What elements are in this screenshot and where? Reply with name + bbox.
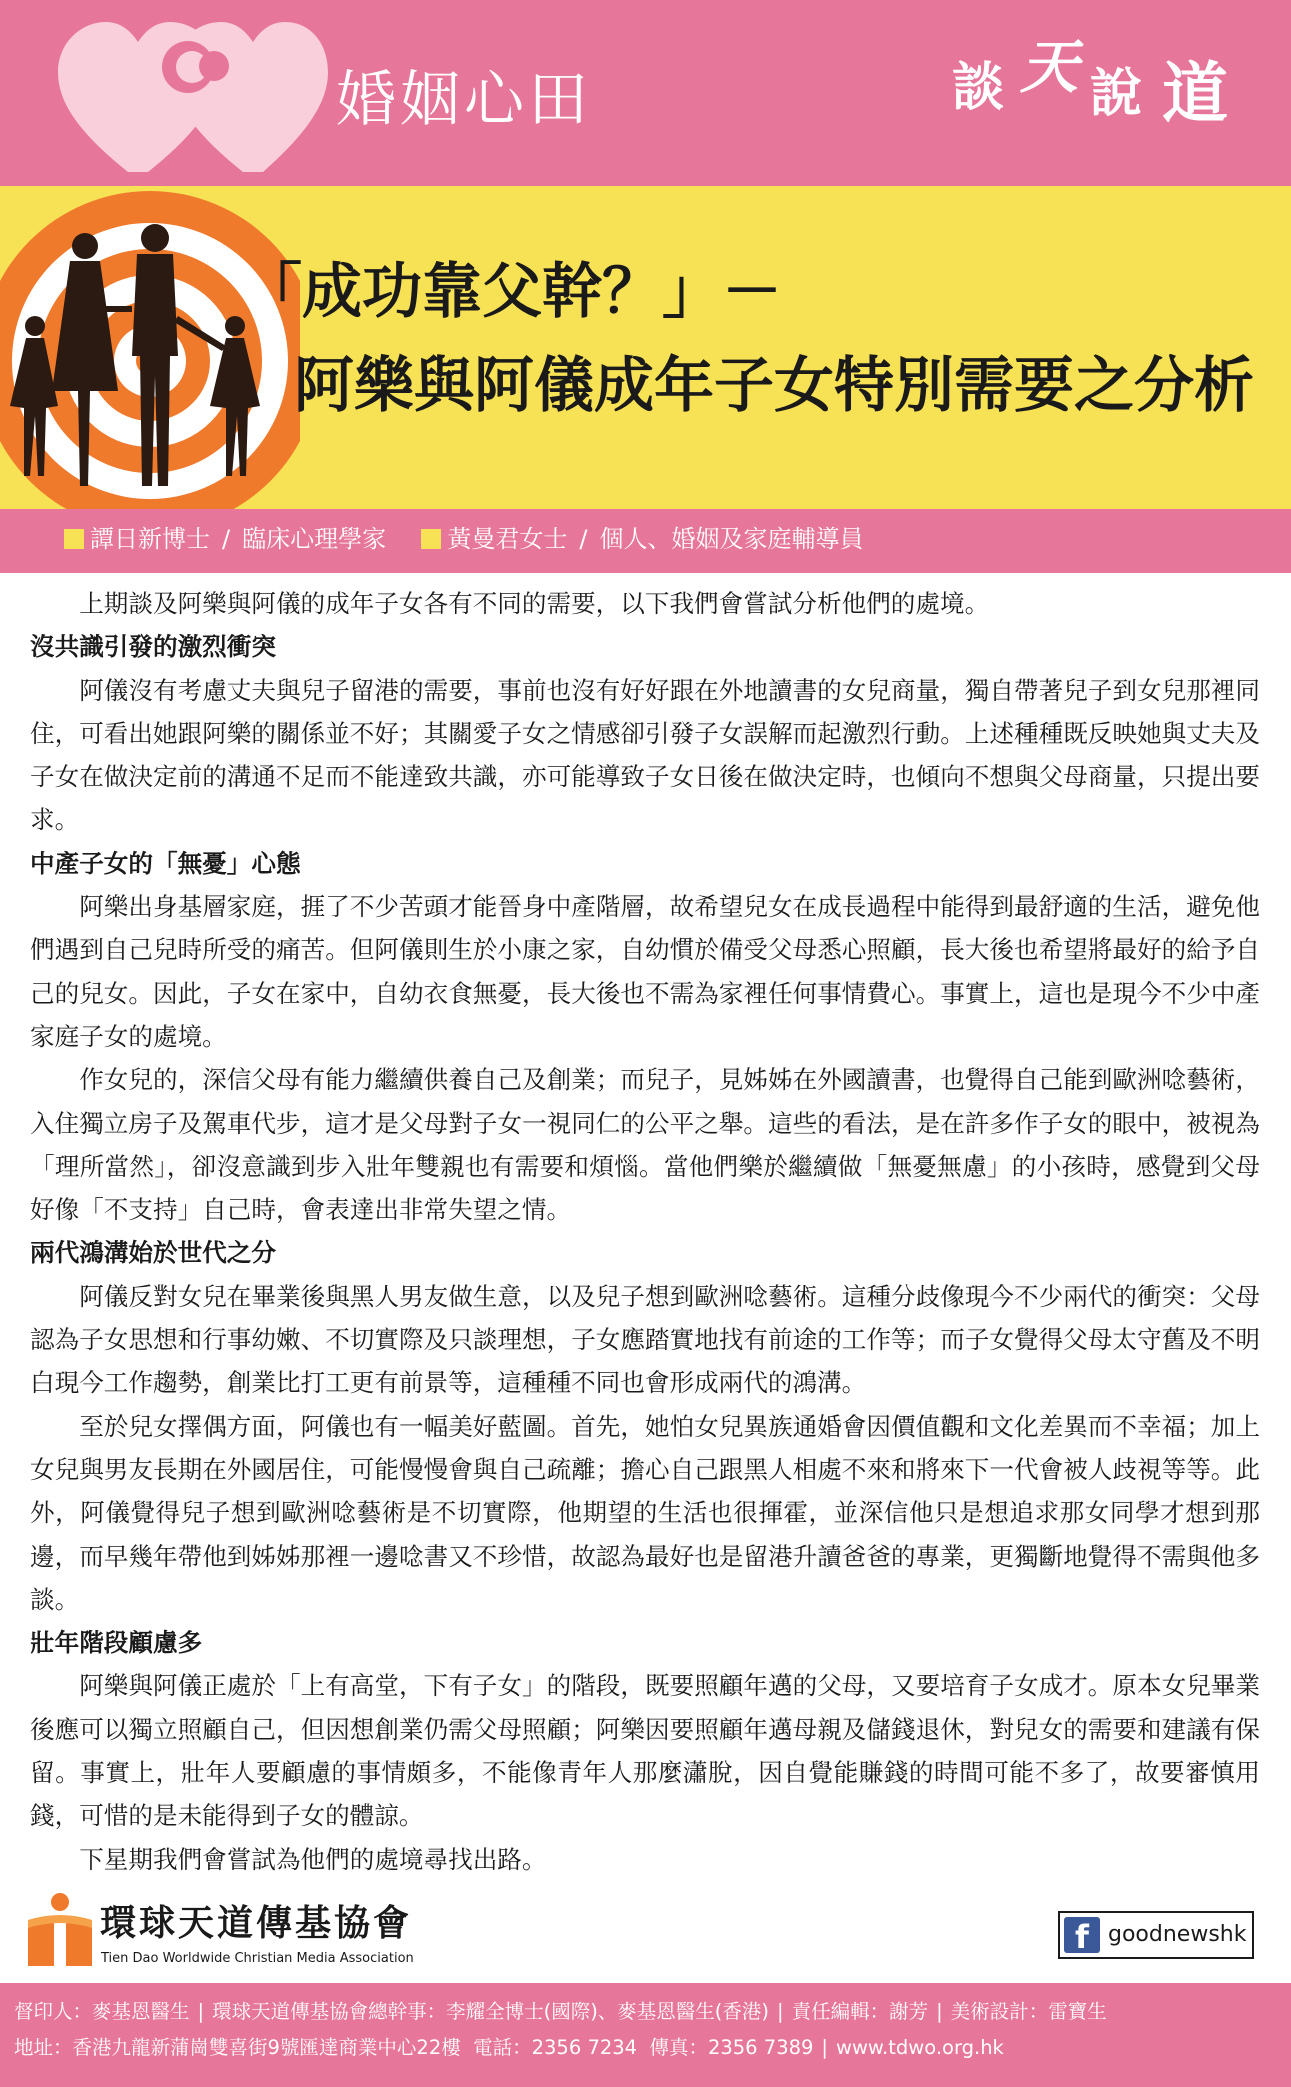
title-line-2: 阿樂與阿儀成年子女特別需要之分析 bbox=[294, 351, 1254, 421]
brand-mark bbox=[940, 28, 1260, 158]
author-2-name: 黃曼君女士 bbox=[447, 525, 568, 553]
paragraph: 至於兒女擇偶方面，阿儀也有一幅美好藍圖。首先，她怕女兒異族通婚會因價值觀和文化差異而不幸福；加上女兒與男友長期在外國居住，可能慢慢會與自己疏離；擔心自己跟黑人相處不來和將來下一代會被人歧視等等。此外，阿儀覺得兒子想到歐洲唸藝術是不切實際，他期望的生活也很揮霍，並深信他只是想追求那女同學才想到那邊，而早幾年帶他到姊姊那裡一邊唸書又不珍惜，故認為最好也是留港升讀爸爸的專業，更獨斷地覺得不需與他多談。 bbox=[30, 1411, 1260, 1614]
editor: 責任編輯：謝芳 bbox=[791, 2000, 929, 2023]
author-1-name: 譚日新博士 bbox=[90, 525, 210, 553]
brand-char-4: 道 bbox=[1162, 54, 1228, 132]
paragraph: 阿樂出身基層家庭，捱了不少苦頭才能晉身中產階層，故希望兒女在成長過程中能得到最舒適的生活，避免他們遇到自己兒時所受的痛苦。但阿儀則生於小康之家，自幼慣於備受父母悉心照顧，長大後也希望將最好的給予自己的兒女。因此，子女在家中，自幼衣食無憂，長大後也不需為家裡任何事情費心。事實上，這也是現今不少中產家庭子女的處境。 bbox=[30, 892, 1260, 1051]
column-name: 婚姻心田 bbox=[336, 65, 592, 135]
publisher: 督印人：麥基恩醫生 bbox=[14, 2000, 190, 2023]
square-bullet-icon bbox=[421, 529, 441, 549]
facebook-handle: goodnewshk bbox=[1108, 1922, 1247, 1947]
brand-char-3: 說 bbox=[1090, 63, 1143, 124]
general-secretary: 環球天道傳基協會總幹事：李耀全博士(國際)、麥基恩醫生(香港) bbox=[212, 2000, 770, 2023]
organization-logo-icon bbox=[20, 1890, 100, 1968]
paragraph: 阿儀反對女兒在畢業後與黑人男友做生意，以及兒子想到歐洲唸藝術。這種分歧像現今不少兩代的衝突：父母認為子女思想和行事幼嫩、不切實際及只談理想，子女應踏實地找有前途的工作等；而子女覺得父母太守舊及不明白現今工作趨勢，創業比打工更有前景等，這種種不同也會形成兩代的鴻溝。 bbox=[30, 1281, 1260, 1398]
closing-paragraph: 下星期我們會嘗試為他們的處境尋找出路。 bbox=[79, 1844, 547, 1874]
section-heading: 沒共識引發的激烈衝突 bbox=[30, 632, 276, 662]
intro-paragraph: 上期談及阿樂與阿儀的成年子女各有不同的需要，以下我們會嘗試分析他們的處境。 bbox=[79, 589, 990, 618]
organization-name-english: Tien Dao Worldwide Christian Media Association bbox=[101, 1951, 414, 1966]
byline-separator: / bbox=[579, 525, 588, 553]
section-heading: 壯年階段顧慮多 bbox=[30, 1628, 203, 1658]
footer-separator: | bbox=[821, 2036, 828, 2059]
footer-contact bbox=[14, 2038, 1004, 2058]
author-2-role: 個人、婚姻及家庭輔導員 bbox=[599, 525, 864, 553]
contact-address: 地址：香港九龍新蒲崗雙喜街9號匯達商業中心22樓 電話：2356 7234 傳真：2356 7389 bbox=[14, 2036, 814, 2059]
footer-separator: | bbox=[936, 2000, 943, 2023]
facebook-badge[interactable] bbox=[1058, 1911, 1254, 1959]
brand-char-2: 天 bbox=[1020, 33, 1079, 101]
organization-name: 環球天道傳基協會 bbox=[100, 1903, 413, 1944]
byline bbox=[64, 527, 863, 551]
facebook-icon: f bbox=[1064, 1917, 1100, 1953]
paragraph: 作女兒的，深信父母有能力繼續供養自己及創業；而兒子，見姊姊在外國讀書，也覺得自己能到歐洲唸藝術，入住獨立房子及駕車代步，這才是父母對子女一視同仁的公平之舉。這些的看法，是在許多作子女的眼中，被視為「理所當然」，卻沒意識到步入壯年雙親也有需要和煩惱。當他們樂於繼續做「無憂無慮」的小孩時，感覺到父母好像「不支持」自己時，會表達出非常失望之情。 bbox=[30, 1065, 1260, 1225]
footer-separator: | bbox=[777, 2000, 784, 2023]
square-bullet-icon bbox=[64, 529, 84, 549]
footer-separator: | bbox=[197, 2000, 205, 2023]
byline-separator: / bbox=[222, 525, 231, 553]
hearts-logo-icon bbox=[58, 22, 328, 182]
paragraph: 阿樂與阿儀正處於「上有高堂，下有子女」的階段，既要照顧年邁的父母，又要培育子女成才。原本女兒畢業後應可以獨立照顧自己，但因想創業仍需父母照顧；阿樂因要照顧年邁母親及儲錢退休，對兒女的需要和建議有保留。事實上，壯年人要顧慮的事情頗多，不能像青年人那麼瀟脫，因自覺能賺錢的時間可能不多了，故要審慎用錢，可惜的是未能得到子女的體諒。 bbox=[30, 1671, 1260, 1831]
website-link[interactable]: www.tdwo.org.hk bbox=[836, 2036, 1004, 2059]
paragraph: 阿儀沒有考慮丈夫與兒子留港的需要，事前也沒有好好跟在外地讀書的女兒商量，獨自帶著兒子到女兒那裡同住，可看出她跟阿樂的關係並不好；其關愛子女之情感卻引發子女誤解而起激烈行動。上述種種既反映她與丈夫及子女在做決定前的溝通不足而不能達致共識，亦可能導致子女日後在做決定時，也傾向不想與父母商量，只提出要求。 bbox=[30, 675, 1260, 835]
section-heading: 中產子女的「無憂」心態 bbox=[30, 848, 301, 878]
footer-band bbox=[0, 1983, 1291, 2087]
author-1-role: 臨床心理學家 bbox=[242, 525, 387, 553]
art-designer: 美術設計：雷寶生 bbox=[950, 2000, 1107, 2023]
section-heading: 兩代鴻溝始於世代之分 bbox=[30, 1238, 276, 1268]
footer-credits bbox=[14, 2002, 1107, 2022]
brand-char-1: 談 bbox=[952, 57, 1005, 118]
title-line-1: 「成功靠父幹？」－ bbox=[242, 257, 782, 327]
article-body bbox=[30, 582, 1260, 1881]
family-spiral-icon bbox=[0, 186, 300, 509]
